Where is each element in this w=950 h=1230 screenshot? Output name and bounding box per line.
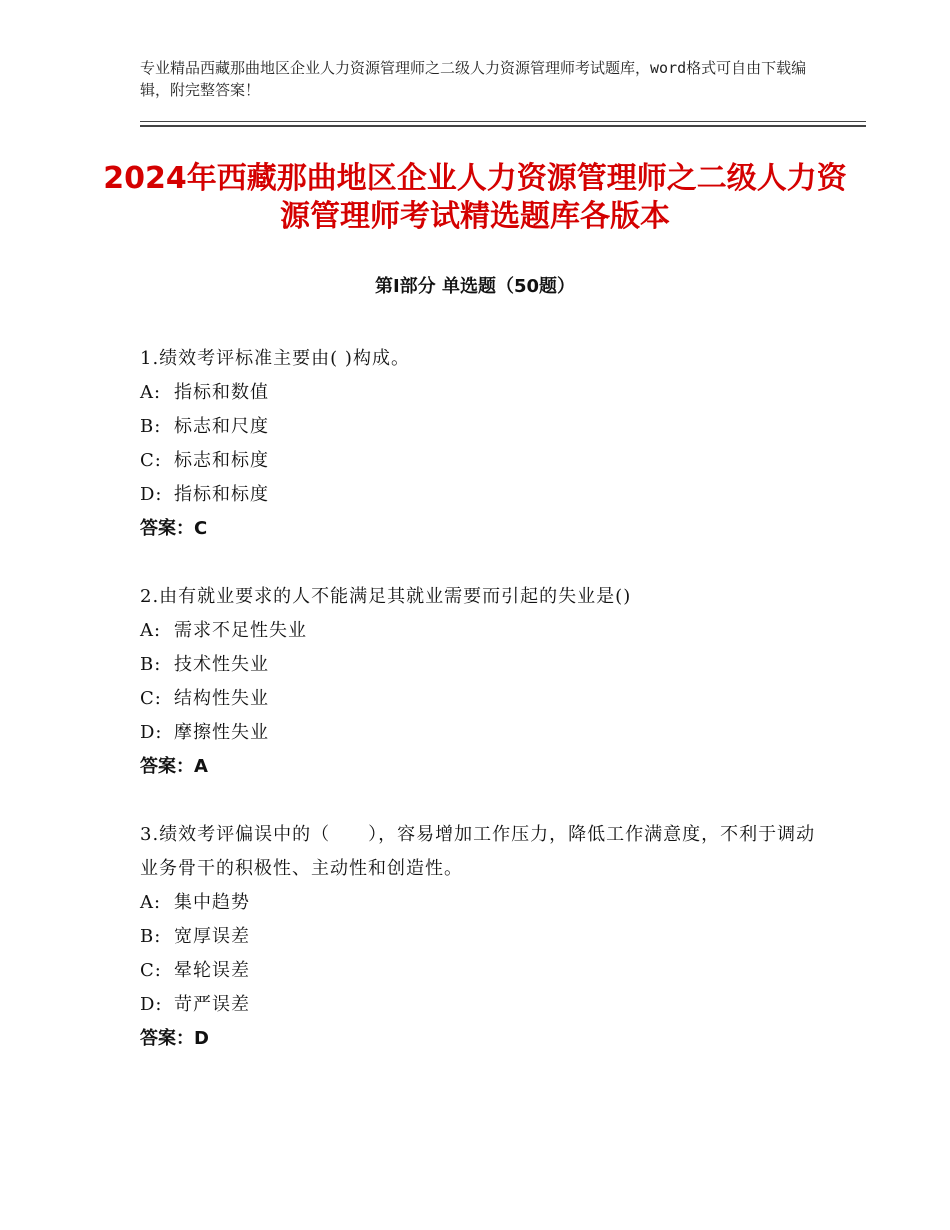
option-c	[140, 954, 820, 988]
option-a	[140, 886, 820, 920]
option-key: A:	[140, 620, 162, 641]
option-text: 指标和标度	[174, 484, 269, 505]
option-d	[140, 988, 820, 1022]
question-stem: 2.由有就业要求的人不能满足其就业需要而引起的失业是()	[140, 586, 632, 607]
header-divider-thick	[140, 125, 866, 127]
question-item	[140, 818, 820, 1056]
header-divider	[140, 121, 866, 122]
option-key: D:	[140, 484, 163, 505]
option-key: B:	[140, 654, 162, 675]
option-key: B:	[140, 416, 162, 437]
header-note: 专业精品西藏那曲地区企业人力资源管理师之二级人力资源管理师考试题库，word格式可自由下载编辑，附完整答案！	[140, 59, 807, 99]
option-text: 技术性失业	[174, 654, 269, 675]
answer-line: 答案：A	[140, 756, 208, 777]
option-text: 苛严误差	[174, 994, 250, 1015]
option-key: C:	[140, 960, 162, 981]
section-heading: 第Ⅰ部分 单选题（50题）	[374, 276, 575, 297]
option-a	[140, 376, 820, 410]
question-list	[140, 342, 820, 1090]
option-text: 晕轮误差	[174, 960, 250, 981]
option-key: C:	[140, 450, 162, 471]
answer-line: 答案：C	[140, 518, 208, 539]
option-key: D:	[140, 994, 163, 1015]
option-text: 集中趋势	[174, 892, 250, 913]
question-item	[140, 342, 820, 546]
option-text: 需求不足性失业	[174, 620, 307, 641]
option-d	[140, 478, 820, 512]
option-key: D:	[140, 722, 163, 743]
answer-line: 答案：D	[140, 1028, 209, 1049]
question-item	[140, 580, 820, 784]
question-stem: 3.绩效考评偏误中的（ ），容易增加工作压力，降低工作满意度，不利于调动业务骨干的积极性、主动性和创造性。	[140, 824, 816, 879]
option-key: A:	[140, 382, 162, 403]
option-key: C:	[140, 688, 162, 709]
option-b	[140, 648, 820, 682]
option-c	[140, 682, 820, 716]
question-stem: 1.绩效考评标准主要由( )构成。	[140, 348, 410, 369]
option-key: A:	[140, 892, 162, 913]
option-text: 标志和尺度	[174, 416, 269, 437]
option-c	[140, 444, 820, 478]
option-text: 宽厚误差	[174, 926, 250, 947]
option-b	[140, 920, 820, 954]
option-b	[140, 410, 820, 444]
option-text: 摩擦性失业	[174, 722, 269, 743]
option-text: 标志和标度	[174, 450, 269, 471]
document-title: 2024年西藏那曲地区企业人力资源管理师之二级人力资源管理师考试精选题库各版本	[103, 161, 847, 234]
option-d	[140, 716, 820, 750]
option-key: B:	[140, 926, 162, 947]
option-text: 指标和数值	[174, 382, 269, 403]
option-text: 结构性失业	[174, 688, 269, 709]
option-a	[140, 614, 820, 648]
